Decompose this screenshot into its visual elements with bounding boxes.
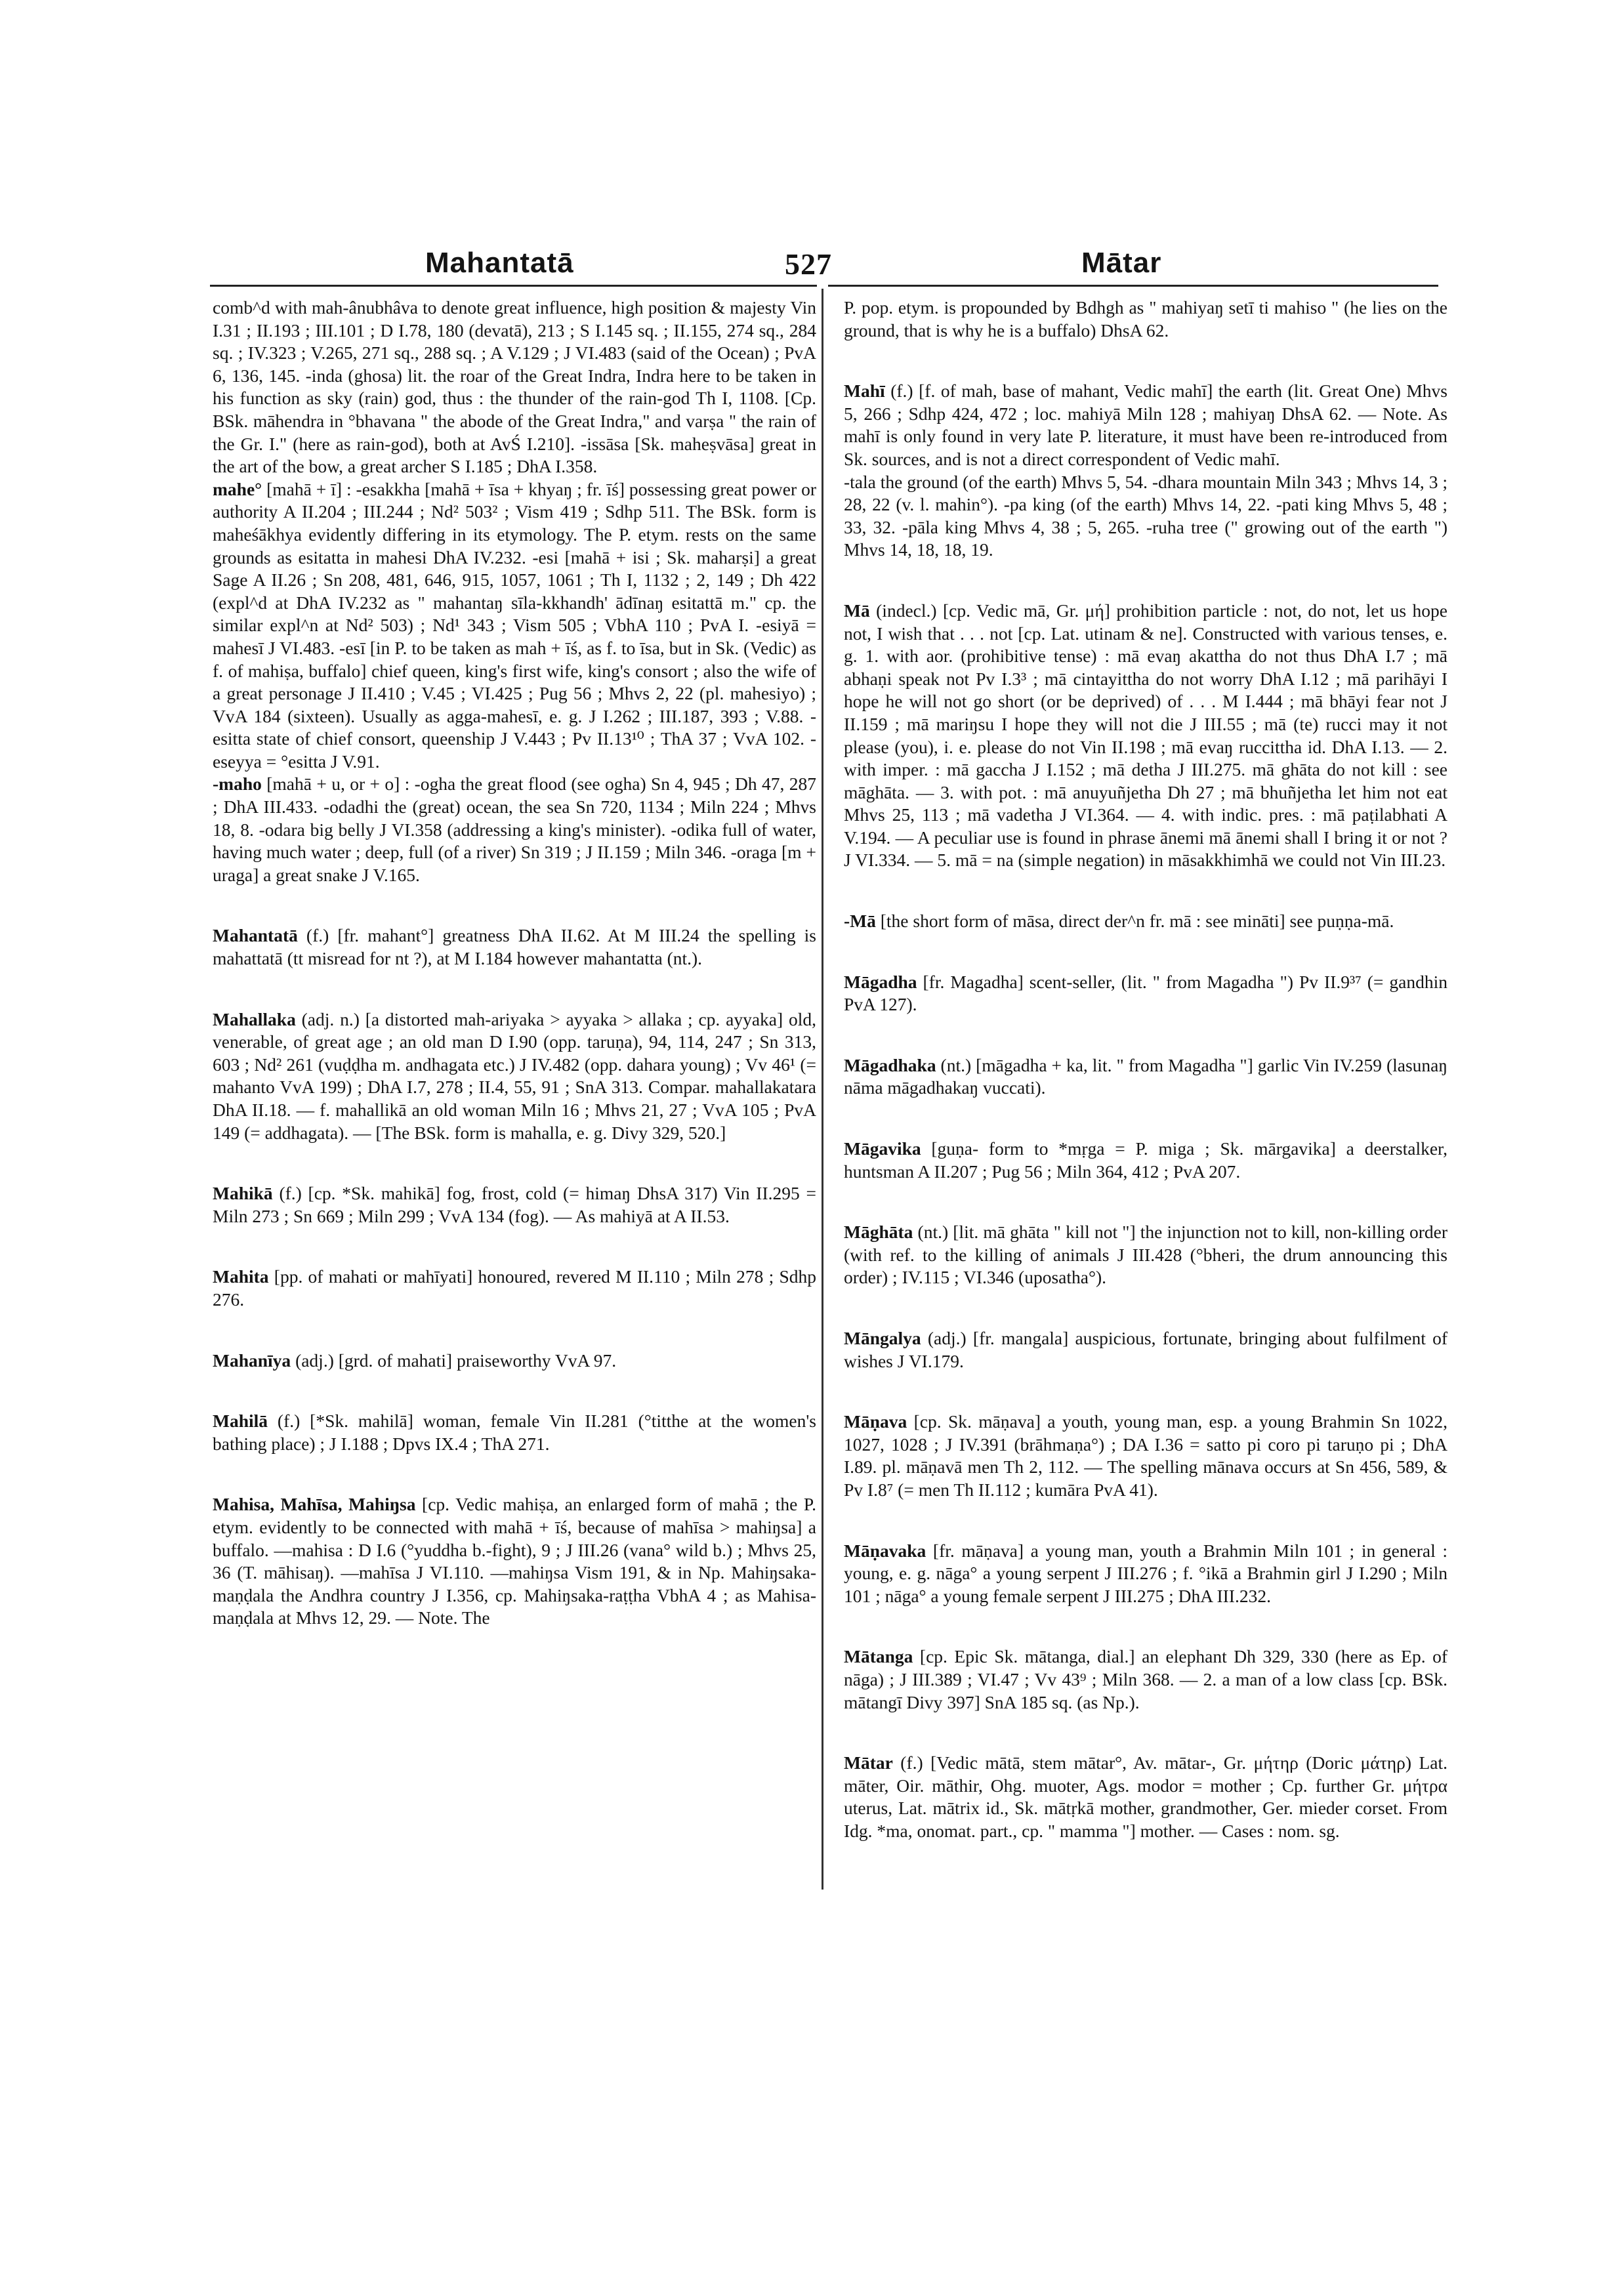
entry-headword: mahe° bbox=[213, 478, 262, 499]
dictionary-entry bbox=[844, 1327, 1447, 1373]
entry-headword: Māngalya bbox=[844, 1328, 921, 1348]
entry-text: (nt.) [lit. mā ghāta " kill not "] the injunction not to kill, non-killing order (with ref. to the killing of animals J III.428 (°bheri, the drum announcing this order) ; IV.115 ; VI.346 (uposatha°). bbox=[844, 1222, 1447, 1288]
entry-headword: Mahita bbox=[213, 1266, 269, 1287]
entry-headword: Mā bbox=[844, 600, 870, 621]
dictionary-entry bbox=[844, 471, 1447, 562]
entry-headword: Māṇavaka bbox=[844, 1540, 927, 1561]
entry-text: P. pop. etym. is propounded by Bdhgh as " mahiyaŋ setī ti mahiso " (he lies on the ground, that is why he is a buffalo) DhsA 62. bbox=[844, 297, 1447, 341]
dictionary-entry bbox=[844, 971, 1447, 1016]
entry-headword: -Mā bbox=[844, 911, 876, 932]
entry-text: [guṇa- form to *mṛga = P. miga ; Sk. mārgavika] a deerstalker, huntsman A II.207 ; Pug 56 ; Miln 364, 412 ; PvA 207. bbox=[844, 1138, 1447, 1182]
dictionary-entry bbox=[844, 1645, 1447, 1714]
dictionary-entry bbox=[213, 1008, 816, 1145]
entry-headword: Mahī bbox=[844, 381, 885, 402]
entry-text: (f.) [fr. mahant°] greatness DhA II.62. At M III.24 the spelling is mahattatā (tt misread for nt ?), at M I.184 however mahantatta (nt.). bbox=[213, 925, 816, 969]
left-column bbox=[213, 297, 816, 1630]
entry-text: (f.) [*Sk. mahilā] woman, female Vin II.281 (°titthe at the women's bathing place) ; J I.188 ; Dpvs IX.4 ; ThA 271. bbox=[213, 1411, 816, 1454]
dictionary-entry bbox=[844, 1752, 1447, 1842]
entry-text: [fr. māṇava] a young man, youth a Brahmin Miln 101 ; in general : young, e. g. nāga° a young serpent J III.276 ; f. °ikā a Brahmin girl J I.290 ; Miln 101 ; nāga° a young female serpent J III.275 ; DhA III.232. bbox=[844, 1540, 1447, 1606]
entry-text: (f.) [cp. *Sk. mahikā] fog, frost, cold (= himaŋ DhsA 317) Vin II.295 = Miln 273 ; Sn 669 ; Miln 299 ; VvA 134 (fog). — As mahiyā at A II.53. bbox=[213, 1183, 816, 1226]
entry-headword: Māṇava bbox=[844, 1411, 907, 1432]
header-rule-left bbox=[210, 285, 817, 287]
entry-headword: Mahanīya bbox=[213, 1350, 291, 1371]
entry-headword: Māgavika bbox=[844, 1138, 921, 1159]
right-column bbox=[844, 297, 1447, 1843]
entry-text: (indecl.) [cp. Vedic mā, Gr. μή] prohibition particle : not, do not, let us hope not, I wish that . . . not [cp. Lat. utinam & ne]. Constructed with various tenses, e. g. 1. with aor. (prohibitive tense) : mā evaŋ akattha do not thus DhA I.7 ; mā abhaṇi speak not Pv I.3³ ; mā cintayittha do not worry DhA I.12 ; mā parihāyi I hope he will not go short (or be deprived) of . . . M I.444 ; mā bhāyi fear not J II.159 ; mā mariŋsu I hope they will not die J III.55 ; mā (te) rucci may it not please (you), i. e. please do not Vin II.198 ; mā evaŋ ruccittha id. DhA I.13. — 2. with imper. : mā gaccha J I.152 ; mā detha J III.275. mā ghāta do not kill : see māghāta. — 3. with pot. : mā anuyuñjetha Dh 27 ; mā bhuñjetha let him not eat Mhvs 25, 113 ; mā vadetha J VI.364. — 4. with indic. pres. : mā paṭilabhati A V.194. — A peculiar use is found in phrase ānemi mā ānemi shall I bring it or not ? J VI.334. — 5. mā = na (simple negation) in māsakkhimhā we could not Vin III.23. bbox=[844, 600, 1447, 871]
dictionary-entry bbox=[213, 478, 816, 774]
dictionary-entry bbox=[844, 910, 1447, 933]
dictionary-entry bbox=[213, 297, 816, 478]
entry-text: comb^d with mah-ânubhâva to denote great influence, high position & majesty Vin I.31 ; II.193 ; III.101 ; D I.78, 180 (devatā), 213 ; S I.145 sq. ; II.155, 274 sq., 284 sq. ; IV.323 ; V.265, 271 sq., 288 sq. ; A V.129 ; J VI.483 (said of the Ocean) ; PvA 6, 136, 145. -inda (ghosa) lit. the roar of the Great Indra, Indra here to be taken in his function as sky (rain) god, thus : the thunder of the rain-god Th I, 1108. [Cp. BSk. māhendra in °bhavana " the abode of the Great Indra," and varṣa " the rain of the Gr. I." (here as rain-god), both at AvŚ I.210]. -issāsa [Sk. maheṣvāsa] great in the art of the bow, a great archer S I.185 ; DhA I.358. bbox=[213, 297, 816, 477]
entry-headword: Mahisa, Mahīsa, Mahiŋsa bbox=[213, 1494, 416, 1515]
dictionary-entry bbox=[844, 1054, 1447, 1100]
entry-headword: -maho bbox=[213, 774, 262, 795]
entry-headword: Mahilā bbox=[213, 1411, 268, 1432]
entry-headword: Mahikā bbox=[213, 1183, 273, 1204]
page-number: 527 bbox=[785, 247, 832, 281]
column-divider bbox=[822, 289, 823, 1890]
dictionary-entry bbox=[213, 1266, 816, 1311]
entry-text: [cp. Sk. māṇava] a youth, young man, esp. a young Brahmin Sn 1022, 1027, 1028 ; J IV.391 (brāhmaṇa°) ; DA I.36 = satto pi coro pi taruṇo pi ; DhA I.89. pl. māṇavā men Th 2, 112. — The spelling mānava occurs at Sn 456, 589, & Pv I.8⁷ (= men Th II.112 ; kumāra PvA 41). bbox=[844, 1411, 1447, 1500]
dictionary-entry bbox=[213, 1493, 816, 1630]
dictionary-entry bbox=[844, 1540, 1447, 1608]
dictionary-entry bbox=[213, 1350, 816, 1373]
entry-text: [mahā + ī] : -esakkha [mahā + īsa + khyaŋ ; fr. īś] possessing great power or authority A II.204 ; III.244 ; Nd² 503² ; Vism 419 ; Sdhp 511. The BSk. form is maheśākhya evidently differing in its etymology. The P. etym. rests on the same grounds as esitatta in mahesi DhA IV.232. -esi [mahā + isi ; Sk. maharṣi] a great Sage A II.26 ; Sn 208, 481, 646, 915, 1057, 1061 ; Th I, 1132 ; 2, 149 ; Dh 422 (expl^d at DhA IV.232 as " mahantaŋ sīla-kkhandh' ādīnaŋ esitattā m." cp. the similar expl^n at Nd² 503) ; Nd¹ 343 ; Vism 505 ; VbhA 110 ; PvA I. -esiyā = mahesī J VI.483. -esī [in P. to be taken as mah + īś, as f. to īsa, but in Sk. (Vedic) as f. of mahiṣa, buffalo] chief queen, king's first wife, king's consort ; also the wife of a great personage J II.410 ; V.45 ; VI.425 ; Pug 56 ; Mhvs 2, 22 (pl. mahesiyo) ; VvA 184 (sixteen). Usually as agga-mahesī, e. g. J I.262 ; III.187, 393 ; V.88. -esitta state of chief consort, queenship J V.443 ; Pv II.13¹⁰ ; ThA 37 ; VvA 102. -eseyya = °esitta J V.91. bbox=[213, 478, 816, 772]
entry-headword: Māghāta bbox=[844, 1222, 913, 1243]
entry-text: [pp. of mahati or mahīyati] honoured, revered M II.110 ; Miln 278 ; Sdhp 276. bbox=[213, 1266, 816, 1310]
entry-text: (f.) [f. of mah, base of mahant, Vedic mahī] the earth (lit. Great One) Mhvs 5, 266 ; Sdhp 424, 472 ; loc. mahiyā Miln 128 ; mahiyaŋ DhsA 62. — Note. As mahī is only found in very late P. literature, it must have been re-introduced from Sk. sources, and is not a direct correspondent of Vedic mahī. bbox=[844, 381, 1447, 469]
header-rule-right bbox=[828, 285, 1438, 287]
entry-headword: Mātanga bbox=[844, 1646, 913, 1667]
entry-headword: Mahallaka bbox=[213, 1008, 296, 1029]
entry-text: [mahā + u, or + o] : -ogha the great flood (see ogha) Sn 4, 945 ; Dh 47, 287 ; DhA III.433. -odadhi the (great) ocean, the sea Sn 720, 1134 ; Miln 224 ; Mhvs 18, 8. -odara big belly J VI.358 (addressing a king's minister). -odika full of water, having much water ; deep, full (of a river) Sn 319 ; J II.159 ; Miln 346. -oraga [m + uraga] a great snake J V.165. bbox=[213, 774, 816, 885]
dictionary-entry bbox=[213, 1410, 816, 1455]
dictionary-entry bbox=[844, 600, 1447, 872]
dictionary-entry bbox=[844, 1411, 1447, 1501]
dictionary-entry bbox=[213, 1182, 816, 1228]
entry-text: -tala the ground (of the earth) Mhvs 5, 54. -dhara mountain Miln 343 ; Mhvs 14, 3 ; 28, 22 (v. l. mahin°). -pa king (of the earth) Mhvs 14, 22. -pati king Mhvs 5, 48 ; 33, 32. -pāla king Mhvs 4, 38 ; 5, 265. -ruha tree (" growing out of the earth ") Mhvs 14, 18, 18, 19. bbox=[844, 471, 1447, 560]
entry-text: [fr. Magadha] scent-seller, (lit. " from Magadha ") Pv II.9³⁷ (= gandhin PvA 127). bbox=[844, 971, 1447, 1015]
entry-text: (nt.) [māgadha + ka, lit. " from Magadha "] garlic Vin IV.259 (lasunaŋ nāma māgadhakaŋ vuccati). bbox=[844, 1054, 1447, 1098]
entry-headword: Māgadhaka bbox=[844, 1054, 936, 1075]
dictionary-entry bbox=[844, 380, 1447, 470]
dictionary-entry bbox=[844, 1221, 1447, 1289]
entry-text: (adj.) [fr. mangala] auspicious, fortunate, bringing about fulfilment of wishes J VI.179. bbox=[844, 1328, 1447, 1371]
entry-headword: Mātar bbox=[844, 1752, 893, 1773]
entry-text: [cp. Epic Sk. mātanga, dial.] an elephant Dh 329, 330 (here as Ep. of nāga) ; J III.389 ; VI.47 ; Vv 43⁹ ; Miln 368. — 2. a man of a low class [cp. BSk. mātangī Divy 397] SnA 185 sq. (as Np.). bbox=[844, 1646, 1447, 1712]
dictionary-entry bbox=[844, 1138, 1447, 1183]
entry-text: (adj.) [grd. of mahati] praiseworthy VvA 97. bbox=[291, 1350, 617, 1371]
dictionary-entry bbox=[213, 924, 816, 970]
entry-text: [the short form of māsa, direct der^n fr. mā : see mināti] see puṇṇa-mā. bbox=[875, 911, 1394, 932]
dictionary-entry bbox=[844, 297, 1447, 342]
entry-headword: Mahantatā bbox=[213, 925, 298, 946]
dictionary-entry bbox=[213, 773, 816, 886]
entry-headword: Māgadha bbox=[844, 971, 917, 992]
entry-text: (f.) [Vedic mātā, stem mātar°, Av. mātar-, Gr. μήτηρ (Doric μάτηρ) Lat. māter, Oir. māthir, Ohg. muoter, Ags. modor = mother ; Cp. further Gr. μήτρα uterus, Lat. mātrix id., Sk. mātṛkā mother, grandmother, Ger. mieder corset. From Idg. *ma, onomat. part., cp. " mamma "] mother. — Cases : nom. sg. bbox=[844, 1752, 1447, 1841]
running-head-left: Mahantatā bbox=[425, 247, 574, 279]
entry-text: (adj. n.) [a distorted mah-ariyaka > ayyaka > allaka ; cp. ayyaka] old, venerable, of great age ; an old man D I.90 (opp. taruṇa), 94, 114, 247 ; Sn 313, 603 ; Nd² 261 (vuḍḍha m. andhagata etc.) J IV.482 (opp. dahara young) ; Vv 46¹ (= mahanto VvA 199) ; DhA I.7, 278 ; II.4, 55, 91 ; SnA 313. Compar. mahallakatara DhA II.18. — f. mahallikā an old woman Miln 16 ; Mhvs 21, 27 ; VvA 105 ; PvA 149 (= addhagata). — [The BSk. form is mahalla, e. g. Divy 329, 520.] bbox=[213, 1008, 816, 1143]
running-head-right: Mātar bbox=[1081, 247, 1162, 279]
entry-text: [cp. Vedic mahiṣa, an enlarged form of mahā ; the P. etym. evidently to be connected with mahā + īś, because of mahīsa > mahiŋsa] a buffalo. —mahisa : D I.6 (°yuddha b.-fight), 9 ; J III.26 (vana° wild b.) ; Mhvs 25, 36 (T. māhisaŋ). —mahīsa J VI.110. —mahiŋsa Vism 191, & in Np. Mahiŋsaka-maṇḍala the Andhra country J I.356, cp. Mahiŋsaka-raṭṭha VbhA 4 ; as Mahisa-maṇḍala at Mhvs 12, 29. — Note. The bbox=[213, 1494, 816, 1628]
